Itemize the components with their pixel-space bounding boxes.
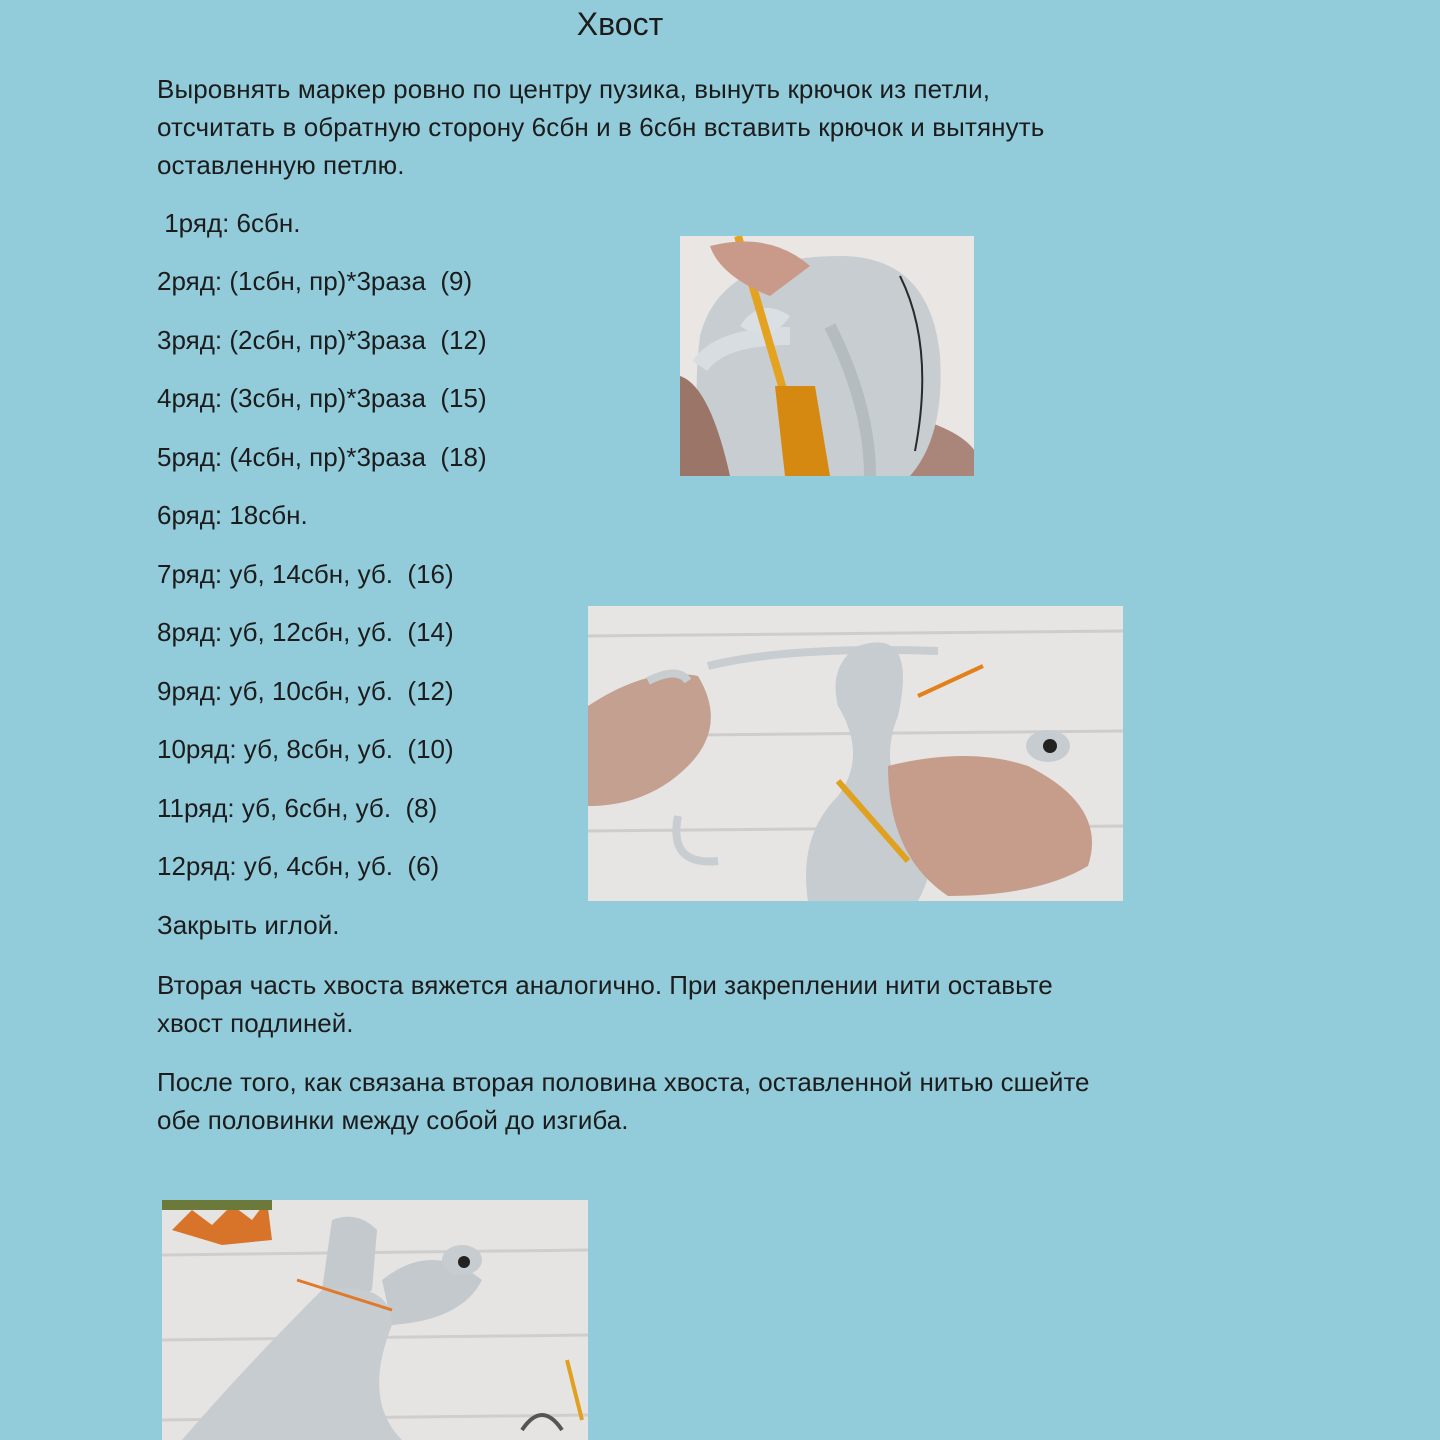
pattern-row-9: 9ряд: уб, 10сбн, уб. (12) [157, 676, 454, 706]
intro-paragraph: Выровнять маркер ровно по центру пузика, вынуть крючок из петли, отсчитать в обратную сторону 6сбн и в 6сбн вставить крючок и вытянуть оставленную петлю. [157, 74, 1045, 180]
pattern-row-5: 5ряд: (4сбн, пр)*3раза (18) [157, 442, 487, 472]
pattern-row-12: 12ряд: уб, 4сбн, уб. (6) [157, 851, 440, 881]
pattern-row-2: 2ряд: (1сбн, пр)*3раза (9) [157, 266, 473, 296]
close-note: Закрыть иглой. [157, 910, 340, 940]
pattern-row-4: 4ряд: (3сбн, пр)*3раза (15) [157, 383, 487, 413]
sewing-paragraph: После того, как связана вторая половина хвоста, оставленной нитью сшейте обе половинки между собой до изгиба. [157, 1067, 1090, 1135]
photo-tail-sewing [162, 1200, 588, 1440]
photo-hook-in-loop [680, 236, 974, 476]
pattern-row-8: 8ряд: уб, 12сбн, уб. (14) [157, 617, 454, 647]
pattern-row-6: 6ряд: 18сбн. [157, 500, 308, 530]
pattern-row-1: 1ряд: 6сбн. [157, 208, 301, 238]
pattern-row-10: 10ряд: уб, 8сбн, уб. (10) [157, 734, 454, 764]
second-part-paragraph: Вторая часть хвоста вяжется аналогично. При закреплении нити оставьте хвост подлиней. [157, 970, 1053, 1038]
pattern-row-11: 11ряд: уб, 6сбн, уб. (8) [157, 793, 438, 823]
page-title: Хвост [576, 6, 664, 42]
pattern-row-3: 3ряд: (2сбн, пр)*3раза (12) [157, 325, 487, 355]
pattern-row-7: 7ряд: уб, 14сбн, уб. (16) [157, 559, 454, 589]
photo-tail-shaping [588, 606, 1123, 901]
